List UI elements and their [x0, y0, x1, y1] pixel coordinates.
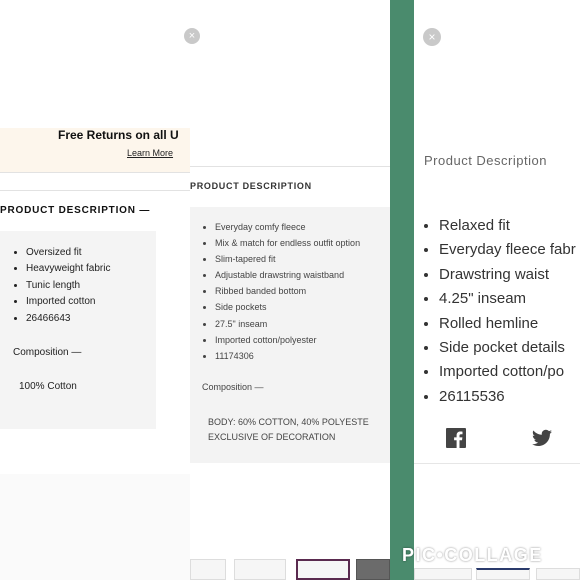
feature-list [414, 214, 576, 409]
product-description-heading: Product Description [424, 153, 547, 168]
facebook-icon[interactable] [446, 428, 466, 448]
list-item: • Imported cotton/po [439, 360, 576, 384]
learn-more-link[interactable]: Learn More [127, 148, 174, 158]
thumbnail[interactable] [356, 559, 390, 580]
thumbnail[interactable] [190, 559, 226, 580]
close-icon[interactable]: × [423, 28, 441, 46]
list-item: • Relaxed fit [439, 214, 576, 238]
list-item: • Side pocket details [439, 336, 576, 360]
pic-collage-watermark: PIC•COLLAGE [402, 545, 543, 565]
divider-line [0, 172, 190, 173]
divider-line [190, 166, 390, 167]
list-item: • Imported cotton/polyester [215, 332, 360, 348]
list-item: • Ribbed banded bottom [215, 283, 360, 299]
list-item: • Imported cotton [26, 294, 110, 310]
thumbnail[interactable] [476, 568, 530, 580]
list-item: • Slim-tapered fit [215, 251, 360, 267]
close-icon[interactable]: × [184, 28, 200, 44]
list-item: • 26115536 [439, 385, 576, 409]
list-item: • Heavyweight fabric [26, 261, 110, 277]
composition-value [208, 415, 369, 445]
screenshot-panel-3 [414, 0, 580, 580]
thumbnail-selected[interactable] [296, 559, 350, 580]
list-item: • 4.25" inseam [439, 287, 576, 311]
thumbnail-strip [414, 568, 580, 580]
composition-toggle[interactable]: Composition — [202, 382, 264, 392]
thumbnail[interactable] [234, 559, 286, 580]
list-item: • Mix & match for endless outfit option [215, 235, 360, 251]
composition-toggle[interactable]: Composition — [13, 347, 82, 358]
thumbnail[interactable] [536, 568, 580, 580]
composition-line: BODY: 60% COTTON, 40% POLYESTE [208, 417, 369, 427]
footer-area [0, 474, 190, 580]
divider-line [414, 463, 580, 464]
free-returns-text: Free Returns on all U [58, 128, 179, 142]
list-item: • Rolled hemline [439, 312, 576, 336]
list-item: • Tunic length [26, 278, 110, 294]
list-item: • 11174306 [215, 348, 360, 364]
product-description-heading[interactable]: PRODUCT DESCRIPTION [190, 181, 312, 191]
twitter-icon[interactable] [532, 428, 552, 448]
thumbnail-strip [190, 559, 390, 580]
feature-list [190, 219, 360, 364]
thumbnail[interactable] [414, 568, 472, 580]
product-description-heading[interactable]: PRODUCT DESCRIPTION — [0, 205, 151, 216]
list-item: • Side pockets [215, 299, 360, 315]
list-item: • 26466643 [26, 311, 110, 327]
divider-line [0, 190, 190, 191]
list-item: • Everyday fleece fabr [439, 238, 576, 262]
list-item: • Adjustable drawstring waistband [215, 267, 360, 283]
list-item: • Oversized fit [26, 245, 110, 261]
feature-list [0, 245, 110, 327]
composition-value: 100% Cotton [19, 381, 77, 392]
composition-line: EXCLUSIVE OF DECORATION [208, 432, 336, 442]
screenshot-panel-1 [0, 0, 190, 580]
screenshot-panel-2 [190, 0, 390, 580]
collage-divider [390, 0, 414, 580]
list-item: • Everyday comfy fleece [215, 219, 360, 235]
list-item: • Drawstring waist [439, 263, 576, 287]
list-item: • 27.5" inseam [215, 316, 360, 332]
